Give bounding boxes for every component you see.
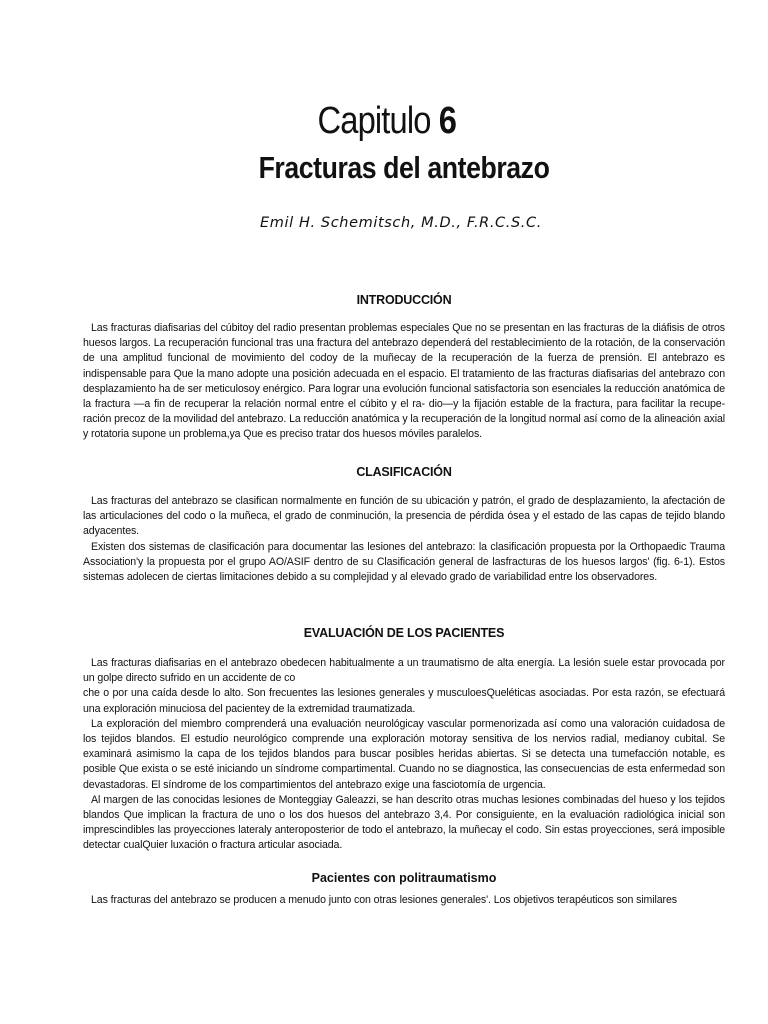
paragraph: Las fracturas del antebrazo se producen a menudo junto con otras lesiones generales'. Los objetivos terapéuticos son similares [91,894,677,906]
chapter-label-text: Capitulo [317,100,431,142]
section-heading-evaluacion: EVALUACIÓN DE LOS PACIENTES [303,626,505,640]
section-body-evaluacion [83,656,725,854]
section-heading-introduccion: INTRODUCCIÓN [356,293,452,307]
paragraph: La exploración del miembro comprenderá una evaluación neurológicay vascular pormenorizada así como una valoración cuidadosa de los tejidos blandos. El estudio neurológico comprende una exploración motoray sensitiva de los nervios radial, medianoy cubital. Se examinará asimismo la capa de los tejidos blandos para buscar posibles heridas abiertas. Si se detecta una tumefacción notable, es posible Que exista o se esté iniciando un síndrome compartimental. Cuando no se diagnostica, las consecuencias de esta enfermedad son devastadoras. El síndrome de los compartimientos del antebrazo exige una fasciotomía de urgencia. [83,717,725,791]
subsection-body-politraumatismo [83,893,725,908]
author-line: Emil H. Schemitsch, M.D., F.R.C.S.C. [260,215,542,231]
subsection-heading-politraumatismo: Pacientes con politraumatismo [311,871,497,885]
chapter-number: 6 [438,100,457,142]
paragraph: Las fracturas diafisarias del cúbitoy del radio presentan problemas especiales Que no se presentan en las fracturas de la diáfisis de otros huesos largos. La recuperación funcional tras una fractura del antebrazo dependerá del restablecimiento de la rotación, de la conservación de una amplitud funcional de movimiento del codoy de la muñecay de la recuperación de la fuerza de prensión. El antebrazo es indispensable para Que la mano adopte una posición adecuada en el espacio. El tratamiento de las fracturas diafisarias del antebrazo con desplazamiento ha de ser meticulosoy enérgico. Para lograr una evolución funcional satisfactoria son esenciales la reducción anatómica de la fractura —a fin de recuperar la relación normal entre el cúbito y el ra- dio—y la fijación estable de la fractura, para facilitar la recupe- ración precoz de la movilidad del antebrazo. La reducción anatómica y la recuperación de la longitud normal así como de la alineación axial y rotatoria supone un problema,ya Que es preciso tratar dos huesos móviles paralelos. [83,322,725,441]
paragraph: Las fracturas diafisarias en el antebrazo obedecen habitualmente a un traumatismo de alta energía. La lesión suele estar provocada por un golpe directo sufrido en un accidente de co [83,657,725,685]
section-heading-clasificacion: CLASIFICACIÓN [356,465,452,479]
paragraph: Las fracturas del antebrazo se clasifican normalmente en función de su ubicación y patrón, el grado de desplazamiento, la afectación de las articulaciones del codo o la muñeca, el grado de conminución, la presencia de pérdida ósea y el estado de las capas de tejido blando adyacentes. [83,495,725,538]
section-body-clasificacion [83,494,725,585]
section-body-introduccion [83,321,725,443]
chapter-label [57,100,717,143]
paragraph: Existen dos sistemas de clasificación para documentar las lesiones del antebrazo: la clasificación propuesta por la Orthopaedic Trauma Association'y la propuesta por el grupo AO/ASIF dentro de su Clasificación general de lasfracturas de los huesos largos' (fig. 6-1). Estos sistemas adolecen de ciertas limitaciones debido a su complejidad y al elevado grado de variabilidad entre los observadores. [83,540,725,584]
paragraph: Al margen de las conocidas lesiones de Monteggiay Galeazzi, se han descrito otras muchas lesiones combinadas del hueso y los tejidos blandos Que implican la fractura de uno o los dos huesos del antebrazo 3,4. Por consiguiente, en la evaluación radiológica inicial son imprescindibles las proyecciones lateraly anteroposterior de todo el antebrazo, la muñecay el codo. Sin estas proyecciones, será imposible detectar cualQuier luxación o fractura articular asociada. [83,793,725,852]
chapter-title: Fracturas del antebrazo [258,150,550,185]
paragraph: che o por una caída desde lo alto. Son frecuentes las lesiones generales y musculoesQueléticas asociadas. Por esta razón, se efectuará una exploración minuciosa del pacientey de la extremidad traumatizada. [83,687,725,715]
